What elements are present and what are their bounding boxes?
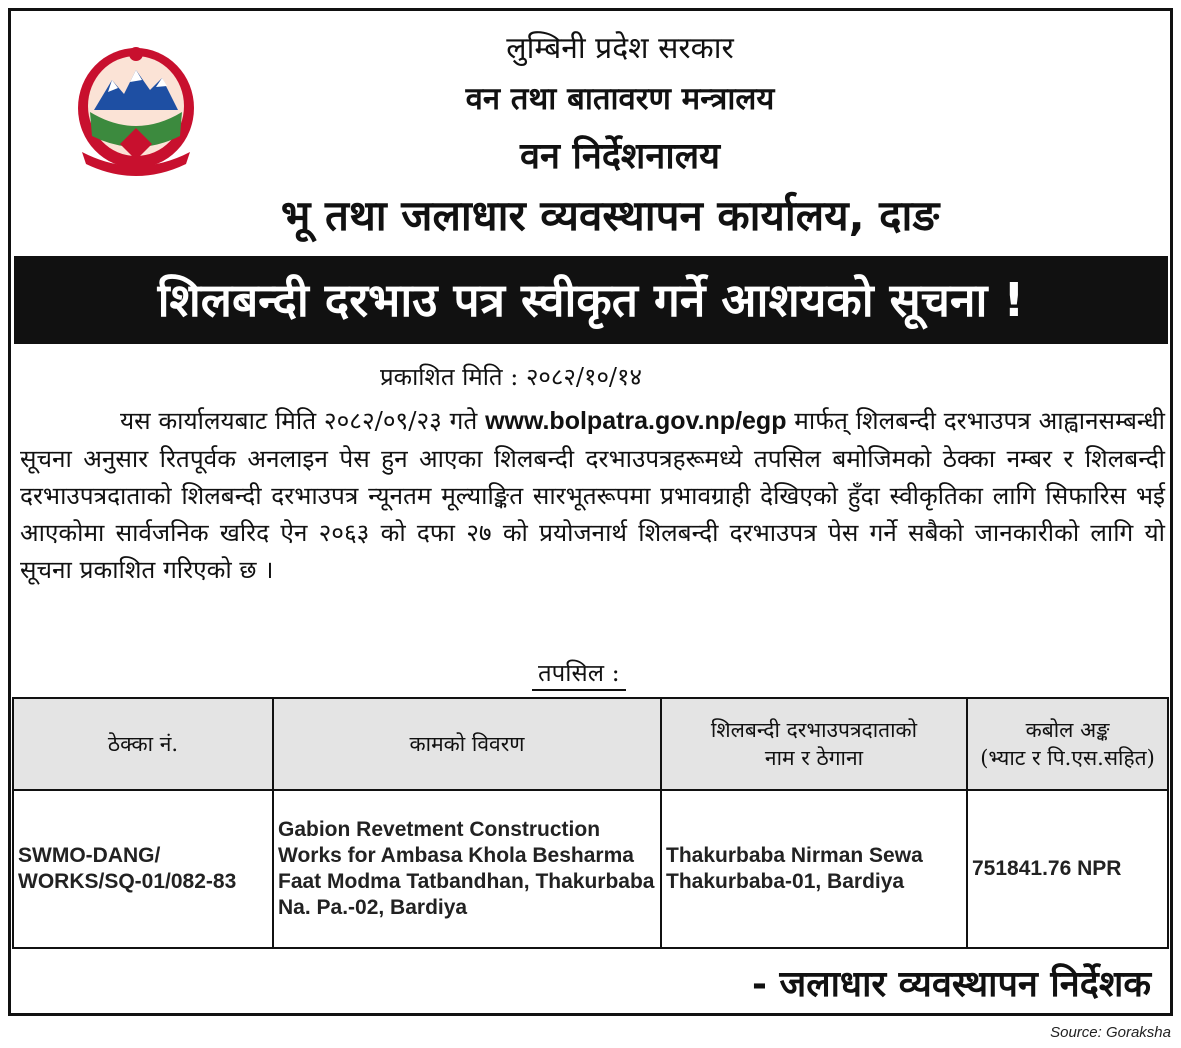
header-bidder-line1: शिलबन्दी दरभाउपत्रदाताको bbox=[710, 718, 918, 742]
cell-amount: 751841.76 NPR bbox=[967, 790, 1168, 948]
header-contract-no: ठेक्का नं. bbox=[13, 698, 273, 790]
header-amount-line2: (भ्याट र पि.एस.सहित) bbox=[980, 746, 1155, 770]
body-text-before-url: यस कार्यालयबाट मिति २०८२/०९/२३ गते bbox=[120, 406, 478, 435]
published-date: प्रकाशित मिति : २०८२/१०/१४ bbox=[380, 363, 642, 391]
ministry-name: वन तथा बातावरण मन्त्रालय bbox=[465, 81, 775, 117]
table-header-row bbox=[13, 698, 1168, 790]
contract-no-line1: SWMO-DANG/ bbox=[18, 844, 161, 867]
cell-work-description: Gabion Revetment Construction Works for Ambasa Khola Besharma Faat Modma Tatbandhan, Thakurbaba Na. Pa.-02, Bardiya bbox=[273, 790, 661, 948]
body-text-after-url: मार्फत् शिलबन्दी दरभाउपत्र आह्वानसम्बन्धी सूचना अनुसार रितपूर्वक अनलाइन पेस हुन आएका शिलबन्दी दरभाउपत्रहरूमध्ये तपसिल बमोजिमको ठेक्का नम्बर र शिलबन्दी दरभाउपत्रदाताको शिलबन्दी दरभाउपत्र न्यूनतम मूल्याङ्कित सारभूतरूपमा प्रभावग्राही देखिएको हुँदा स्वीकृतिका लागि सिफारिस भई आएकोमा सार्वजनिक खरिद ऐन २०६३ को दफा २७ को प्रयोजनार्थ शिलबन्दी दरभाउपत्र पेस गर्ने सबैको जानकारीको लागि यो सूचना प्रकाशित गरिएको छ । bbox=[20, 406, 1165, 584]
header-amount bbox=[967, 698, 1168, 790]
header-work-description: कामको विवरण bbox=[273, 698, 661, 790]
bidder-name: Thakurbaba Nirman Sewa bbox=[666, 844, 923, 867]
cell-contract-no bbox=[13, 790, 273, 948]
header-bidder-line2: नाम र ठेगाना bbox=[764, 746, 864, 770]
header-bidder bbox=[661, 698, 967, 790]
contract-no-line2: WORKS/SQ-01/082-83 bbox=[18, 870, 237, 893]
contract-table bbox=[12, 697, 1169, 949]
notice-title-banner: शिलबन्दी दरभाउ पत्र स्वीकृत गर्ने आशयको सूचना ! bbox=[14, 256, 1168, 344]
office-name: भू तथा जलाधार व्यवस्थापन कार्यालय, दाङ bbox=[280, 191, 940, 240]
province-name: लुम्बिनी प्रदेश सरकार bbox=[506, 31, 734, 66]
tapasil-heading: तपसिल : bbox=[532, 656, 626, 691]
directorate-name: वन निर्देशनालय bbox=[519, 135, 721, 177]
notice-body bbox=[20, 402, 1165, 588]
cell-bidder bbox=[661, 790, 967, 948]
bolpatra-url-link[interactable]: www.bolpatra.gov.np/egp bbox=[485, 407, 787, 435]
table-row bbox=[13, 790, 1168, 948]
source-credit: Source: Goraksha bbox=[1050, 1024, 1171, 1041]
signatory: - जलाधार व्यवस्थापन निर्देशक bbox=[752, 964, 1151, 1005]
nepal-emblem-icon bbox=[72, 40, 200, 182]
bidder-address: Thakurbaba-01, Bardiya bbox=[666, 870, 905, 893]
header-amount-line1: कबोल अङ्क bbox=[1025, 718, 1110, 742]
